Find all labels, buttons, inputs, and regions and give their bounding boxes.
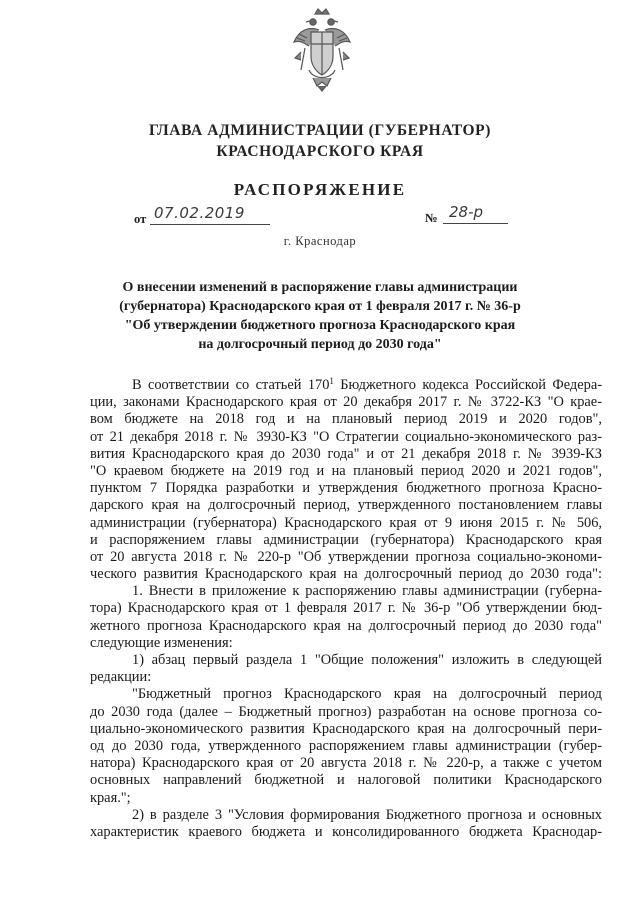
city: г. Краснодар bbox=[283, 234, 357, 248]
authority-line-2: КРАСНОДАРСКОГО КРАЯ bbox=[216, 143, 424, 160]
body-line: дарского края на долгосрочный период, утвержденного постановлением главы bbox=[90, 497, 602, 514]
body-line: характеристик краевого бюджета и консолидированного бюджета Краснодар- bbox=[90, 823, 602, 840]
authority-line-1: ГЛАВА АДМИНИСТРАЦИИ (ГУБЕРНАТОР) bbox=[149, 122, 491, 139]
body-line: вом бюджете на 2018 год и на плановый период 2019 и 2020 годов", bbox=[90, 411, 602, 428]
body-line: "О краевом бюджете на 2019 год и на плановый период 2020 и 2021 годов", bbox=[90, 462, 602, 479]
body-text: Бюджетного кодекса Российской Федера- bbox=[333, 377, 602, 393]
number-value: 28-р bbox=[443, 202, 508, 224]
body-line: жетного прогноза Краснодарского края на долгосрочный период до 2030 года" bbox=[90, 617, 602, 634]
body-line: до 2030 года (далее – Бюджетный прогноз) разработан на основе прогноза со- bbox=[90, 703, 602, 720]
body-line: вития Краснодарского края до 2030 года" и от 21 декабря 2018 г. № 3939-КЗ bbox=[90, 445, 602, 462]
number-label: № bbox=[425, 211, 438, 225]
title-line: на долгосрочный период до 2030 года" bbox=[198, 337, 442, 352]
body-line: ческого развития Краснодарского края на долгосрочный период до 2030 года": bbox=[90, 566, 602, 583]
body-line: 1. Внести в приложение к распоряжению главы администрации (губерна- bbox=[132, 583, 602, 600]
body-line: края."; bbox=[90, 789, 131, 806]
body-line: основных направлений бюджетной и налоговой политики Краснодарского bbox=[90, 772, 602, 789]
body-line: ции, законами Краснодарского края от 20 декабря 2017 г. № 3722-КЗ "О крае- bbox=[90, 394, 602, 411]
body-text: В соответствии со статьей 170 bbox=[132, 377, 330, 393]
document-title bbox=[60, 278, 580, 354]
coat-of-arms-icon bbox=[291, 8, 353, 92]
body-line: от 21 декабря 2018 г. № 3930-КЗ "О Стратегии социально-экономического раз- bbox=[90, 428, 602, 445]
body-line: редакции: bbox=[90, 669, 152, 686]
document-type: РАСПОРЯЖЕНИЕ bbox=[233, 180, 407, 199]
body-line: администрации (губернатора) Краснодарского края от 9 июня 2015 г. № 506, bbox=[90, 514, 602, 531]
body-line: следующие изменения: bbox=[90, 634, 233, 651]
title-line: (губернатора) Краснодарского края от 1 февраля 2017 г. № 36-р bbox=[119, 299, 521, 314]
body-line: пунктом 7 Порядка разработки и утверждения бюджетного прогноза Красно- bbox=[90, 480, 602, 497]
body-line bbox=[90, 377, 602, 394]
body-line: от 20 августа 2018 г. № 220-р "Об утверждении прогноза социально-экономи- bbox=[90, 548, 602, 565]
body-line: 2) в разделе 3 "Условия формирования Бюджетного прогноза и основных bbox=[132, 806, 602, 823]
body-line: натора) Краснодарского края от 20 августа 2018 г. № 220-р, а также с учетом bbox=[90, 755, 602, 772]
body-line: "Бюджетный прогноз Краснодарского края на долгосрочный период bbox=[132, 686, 602, 703]
body-line: од до 2030 года, утвержденного распоряжением главы администрации (губер- bbox=[90, 737, 602, 754]
superscript: 1 bbox=[329, 377, 334, 386]
body-line: 1) абзац первый раздела 1 "Общие положения" изложить в следующей bbox=[132, 652, 602, 668]
body-line: тора) Краснодарского края от 1 февраля 2017 г. № 36-р "Об утверждении бюд- bbox=[90, 600, 602, 617]
date-value: 07.02.2019 bbox=[150, 203, 270, 225]
title-line: О внесении изменений в распоряжение главы администрации bbox=[122, 280, 518, 295]
body-line: и распоряжением главы администрации (губернатора) Краснодарского края bbox=[90, 531, 602, 548]
title-line: "Об утверждении бюджетного прогноза Краснодарского края bbox=[124, 318, 516, 333]
body-line: циально-экономического развития Краснодарского края на долгосрочный пери- bbox=[90, 720, 602, 737]
date-label: от bbox=[134, 212, 147, 226]
document-body bbox=[90, 377, 602, 841]
